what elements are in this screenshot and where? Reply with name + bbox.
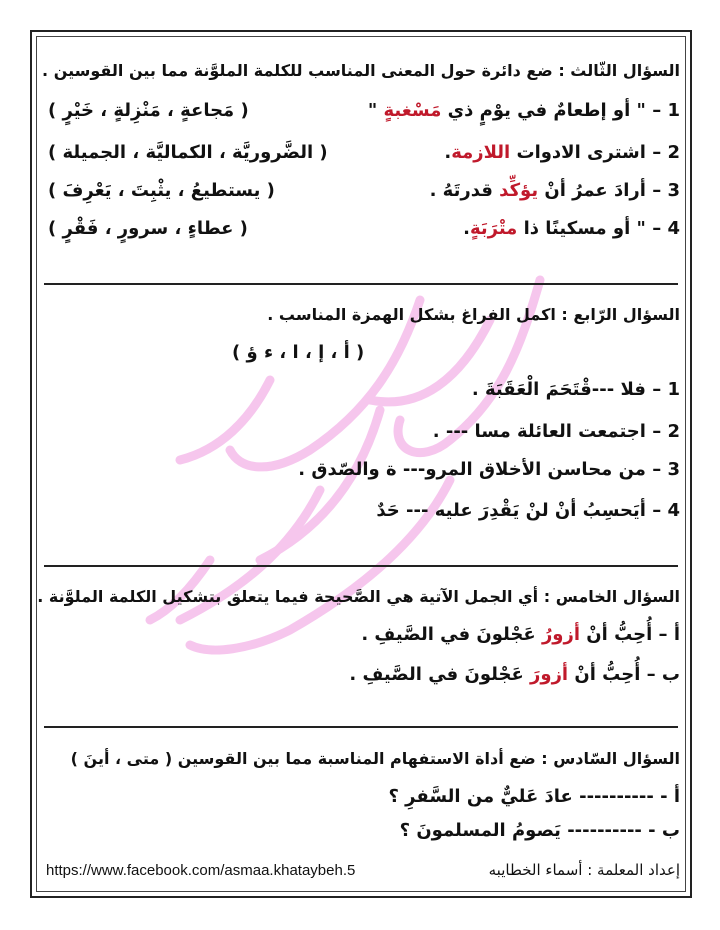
facebook-link[interactable]: https://www.facebook.com/asmaa.khataybeh.5 bbox=[46, 862, 356, 879]
q3-item-1-text-end: " bbox=[367, 100, 384, 121]
section-divider bbox=[44, 726, 678, 728]
q4-title: السؤال الرّابع : اكمل الفراغ بشكل الهمزة المناسب . bbox=[267, 305, 680, 324]
q4-options: ( أ ، إ ، ا ، ء ؤ ) bbox=[232, 342, 365, 363]
q3-item-3-options: ( يستطيعُ ، يثْبِتَ ، يَعْرِفَ ) bbox=[48, 180, 275, 201]
q3-item-3-word: يؤكِّد bbox=[499, 180, 539, 201]
q3-item-4-word: متْرَبَةٍ bbox=[469, 218, 518, 239]
q3-item-1-word: مَسْغبةٍ bbox=[383, 100, 442, 121]
q3-item-2 bbox=[444, 140, 680, 166]
q4-item-1: 1 – فلا ---قْتَحَمَ الْعَقَبَةَ . bbox=[471, 379, 680, 400]
q4-item-2: 2 – اجتمعت العائلة مسا --- . bbox=[432, 421, 680, 442]
q3-item-4 bbox=[463, 216, 680, 242]
q3-title: السؤال الثّالث : ضع دائرة حول المعنى المناسب للكلمة الملوَّنة مما بين القوسين . bbox=[42, 61, 680, 80]
author-credit: إعداد المعلمة : أسماء الخطايبه bbox=[488, 861, 680, 879]
q3-item-1-text: 1 – " أو إطعامٌ في يوْمٍ ذي bbox=[441, 100, 680, 121]
q5-item-a-text: أ – أُحِبُّ أنْ bbox=[580, 624, 680, 645]
q5-item-b-text-end: عَجْلونَ في الصَّيفِ . bbox=[349, 664, 531, 685]
q3-item-3-text-end: قدرتَهُ . bbox=[429, 180, 500, 201]
q5-item-b bbox=[349, 662, 680, 688]
section-divider bbox=[44, 283, 678, 285]
q6-item-a: أ - ---------- عادَ عَليٌّ من السَّفرِ ؟ bbox=[388, 786, 680, 807]
q3-item-3 bbox=[430, 178, 680, 204]
q3-item-1 bbox=[368, 98, 680, 124]
q5-item-a-text-end: عَجْلونَ في الصَّيفِ . bbox=[361, 624, 542, 645]
q3-item-2-word: اللازمة bbox=[451, 142, 511, 163]
q3-item-4-text: 4 – " أو مسكينًا ذا bbox=[517, 218, 680, 239]
q4-item-4: 4 – أيَحسِبُ أنْ لنْ يَقْدِرَ عليه --- حَدٌ bbox=[376, 500, 680, 521]
q5-item-a bbox=[361, 622, 680, 648]
q5-item-b-word: أزورَ bbox=[530, 664, 569, 685]
q3-item-2-options: ( الضَّروريَّة ، الكماليَّة ، الجميلة ) bbox=[48, 142, 328, 163]
q5-item-a-word: أزورُ bbox=[541, 624, 581, 645]
q3-item-4-options: ( عطاءٍ ، سرورٍ ، فَقْرٍ ) bbox=[48, 218, 248, 239]
q4-item-3: 3 – من محاسن الأخلاق المرو--- ة والصّدق . bbox=[298, 459, 680, 480]
q3-item-3-text: 3 – أرادَ عمرُ أنْ bbox=[538, 180, 680, 201]
q6-item-b: ب - ---------- يَصومُ المسلمونَ ؟ bbox=[399, 820, 680, 841]
q3-item-4-text-end: . bbox=[463, 218, 470, 239]
q6-title: السؤال السّادس : ضع أداة الاستفهام المناسبة مما بين القوسين ( متى ، أينَ ) bbox=[70, 749, 680, 768]
section-divider bbox=[44, 565, 678, 567]
q5-item-b-text: ب – أُحِبُّ أنْ bbox=[568, 664, 680, 685]
q3-item-2-text: 2 – اشترى الادوات bbox=[510, 142, 680, 163]
q5-title: السؤال الخامس : أي الجمل الآتية هي الصَّحيحة فيما يتعلق بتشكيل الكلمة الملوَّنة . bbox=[37, 587, 680, 606]
q3-item-1-options: ( مَجاعةٍ ، مَنْزِلةٍ ، خَيْرٍ ) bbox=[48, 100, 249, 121]
q3-item-2-text-end: . bbox=[444, 142, 452, 163]
